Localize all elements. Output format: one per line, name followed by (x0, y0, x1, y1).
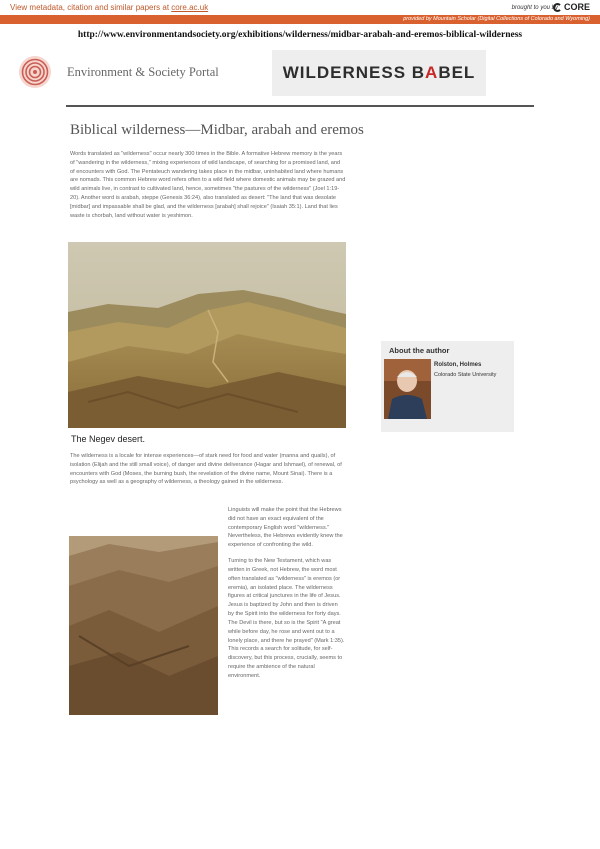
core-link[interactable]: core.ac.uk (171, 3, 209, 12)
author-affiliation: Colorado State University (434, 372, 497, 378)
core-logo-icon (553, 3, 562, 12)
brought-to-you-text: brought to you by (511, 5, 558, 11)
view-metadata-text: View metadata, citation and similar papers at (10, 3, 170, 12)
side-column (228, 506, 345, 688)
banner-text-2: BEL (438, 63, 476, 82)
portal-name: Environment & Society Portal (67, 65, 219, 79)
view-metadata-link[interactable] (10, 3, 208, 12)
body-paragraph: The wilderness is a locale for intense experiences—of stark need for food and water (manna and quails), of isolation (Elijah and the still small voice), of danger and divine deliverance (Hagar and Ishmael), of renewal, of encounters with God (Moses, the burning bush, the revelation of the divine name, Mount Sinai). There is a psychology as well as a geography of wilderness, a theology gained in the wilderness. (70, 453, 342, 486)
page-title: Biblical wilderness—Midbar, arabah and eremos (70, 122, 364, 138)
author-heading: About the author (389, 346, 450, 355)
portal-logo-icon (18, 55, 52, 89)
header-divider (66, 105, 534, 107)
core-logo-text: CORE (563, 2, 590, 12)
intro-paragraph: Words translated as "wilderness" occur nearly 300 times in the Bible. A formative Hebrew memory is the years of "wandering in the wilderness," mixing experiences of wild landscape, of searching for a promised land, and of encounters with God. The Pentateuch wandering takes place in the midbar, uninhabited land where humans are nomads. This common Hebrew word refers often to a wild field where domestic animals may be grazed and wild animals live, in contrast to cultivated land, hence, sometimes "the pastures of the wilderness" (Joel 1:19-20). Another word is arabah, steppe (Genesis 36:24), also translated as desert: "The land that was desolate [midbar] and impassable shall be glad, and the wilderness [arabah] shall rejoice" (Isaiah 35:1). Land that lies waste is chorbah, land without water is yeshimon. (70, 151, 346, 219)
photo-caption: The Negev desert. (71, 434, 146, 444)
banner-text-1: WILDERNESS B (282, 63, 426, 82)
provided-by-bar (0, 15, 600, 24)
about-author-box (381, 341, 514, 432)
side-paragraph-2: Turning to the New Testament, which was written in Greek, not Hebrew, the word most often translated as "wilderness" is eremos (or eremia), an isolated place. The wilderness figures at critical junctures in the life of Jesus. Jesus is baptized by John and then is driven by the Spirit into the wilderness for forty days. The Devil is there, but so is the Spirit "A great while before day, he rose and went out to a lonely place, and there he prayed" (Mark 1:35). This records a search for solitude, for self-discovery, but this process, crucially, seems to require the ambience of the natural environment. (228, 558, 345, 679)
negev-desert-photo (68, 242, 346, 428)
wilderness-hills-photo (69, 536, 218, 715)
side-paragraph-1: Linguists will make the point that the Hebrews did not have an exact equivalent of the contemporary English word "wilderness." Nevertheless, the Hebrews evidently knew the experience of confronting the wild. (228, 507, 343, 549)
author-photo (384, 359, 431, 419)
core-top-bar (0, 0, 600, 15)
author-name[interactable]: Rolston, Holmes (434, 362, 482, 368)
banner-text-accent: A (425, 63, 439, 82)
provided-by-text: provided by Mountain Scholar (Digital Collections of Colorado and Wyoming) (403, 16, 590, 22)
source-url: http://www.environmentandsociety.org/exhibitions/wilderness/midbar-arabah-and-eremos-biblical-wilderness (77, 30, 523, 40)
core-logo[interactable] (553, 2, 590, 12)
exhibition-banner (272, 50, 486, 96)
